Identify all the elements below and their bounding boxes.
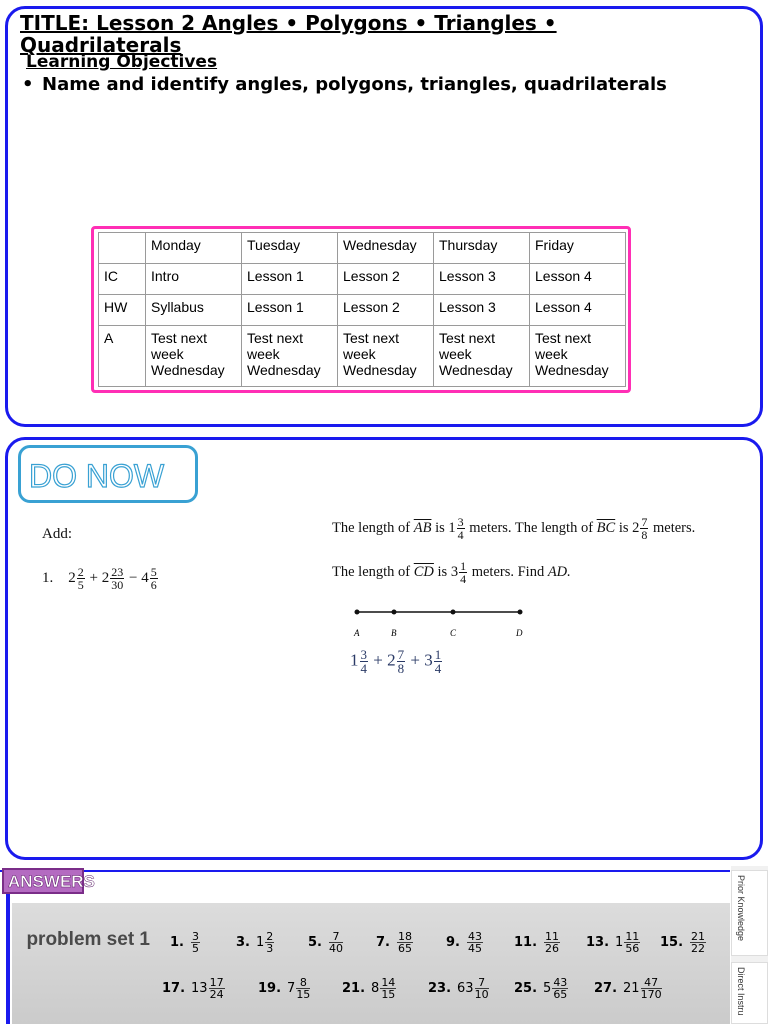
schedule-table — [98, 232, 626, 387]
answer-item — [162, 977, 226, 1000]
schedule-cell: Lesson 3 — [434, 295, 530, 326]
mixed-whole: 7 — [287, 981, 296, 996]
operator: − — [128, 569, 138, 586]
answer-number: 23. — [428, 981, 452, 996]
mixed-whole: 3 — [424, 650, 433, 670]
schedule-cell: Test next week Wednesday — [146, 326, 242, 387]
schedule-cell: Lesson 3 — [434, 264, 530, 295]
fraction: $\frac{18}{65}$ — [397, 930, 412, 955]
answer-item — [308, 931, 344, 954]
schedule-header-cell — [99, 233, 146, 264]
answer-number: 15. — [660, 935, 684, 950]
answer-number: 3. — [236, 935, 250, 950]
objective-text: Name and identify angles, polygons, triangles, quadrilaterals — [42, 74, 667, 95]
text: Find — [517, 563, 545, 580]
fraction: $\frac{7}{8}$ — [641, 515, 648, 542]
schedule-cell: Test next week Wednesday — [434, 326, 530, 387]
fraction: $\frac{3}{4}$ — [360, 647, 367, 676]
fraction: $\frac{21}{22}$ — [691, 930, 706, 955]
learning-objectives-heading: Learning Objectives — [26, 52, 218, 72]
schedule-row — [99, 264, 626, 295]
fraction: $\frac{47}{170}$ — [640, 976, 662, 1001]
fraction: $\frac{3}{4}$ — [457, 515, 464, 542]
tab-label: Direct Instru — [736, 967, 746, 1016]
mixed-whole: 2 — [387, 650, 396, 670]
answer-number: 5. — [308, 935, 322, 950]
point-d — [518, 610, 523, 615]
schedule-cell: Syllabus — [146, 295, 242, 326]
answers-label: ANSWERS — [8, 872, 95, 891]
segment-diagram — [352, 598, 532, 644]
answers-divider — [0, 870, 730, 872]
answer-number: 27. — [594, 981, 618, 996]
segment-ad: AD. — [547, 563, 571, 580]
lesson-title: TITLE: Lesson 2 Angles • Polygons • Triangles • Quadrilaterals — [20, 11, 557, 57]
mixed-whole: 63 — [457, 981, 474, 996]
fraction: $\frac{2}{5}$ — [77, 565, 84, 592]
schedule-header-cell: Wednesday — [338, 233, 434, 264]
mixed-whole: 13 — [191, 981, 208, 996]
answer-number: 7. — [376, 935, 390, 950]
text: The length of — [332, 563, 411, 580]
fraction: $\frac{11}{56}$ — [625, 930, 640, 955]
schedule-cell: Test next week Wednesday — [530, 326, 626, 387]
point-c — [451, 610, 456, 615]
schedule-header-cell: Monday — [146, 233, 242, 264]
point-label: C — [450, 628, 457, 638]
answer-number: 25. — [514, 981, 538, 996]
text: is — [618, 519, 629, 536]
text: The length of — [332, 519, 411, 536]
mixed-whole: 21 — [623, 981, 640, 996]
segment-problem-line-2 — [332, 560, 571, 585]
add-label: Add: — [42, 526, 72, 542]
segment-cd: $\overline{CD}$ — [413, 563, 434, 580]
schedule-cell: A — [99, 326, 146, 387]
text: meters. — [471, 563, 514, 580]
schedule-cell: Lesson 2 — [338, 295, 434, 326]
schedule-cell: Lesson 4 — [530, 295, 626, 326]
mixed-whole: 8 — [371, 981, 380, 996]
fraction: $\frac{1}{4}$ — [460, 559, 467, 586]
schedule-header-cell: Friday — [530, 233, 626, 264]
fraction: $\frac{43}{45}$ — [467, 930, 482, 955]
mixed-whole: 1 — [255, 935, 265, 950]
text: meters. — [469, 519, 512, 536]
operator: + — [373, 650, 383, 670]
mixed-whole: 4 — [141, 569, 149, 586]
answer-item — [586, 931, 641, 954]
schedule-cell: Lesson 1 — [242, 295, 338, 326]
answer-number: 1. — [170, 935, 184, 950]
mixed-whole: 5 — [543, 981, 552, 996]
mixed-whole: 1 — [615, 935, 624, 950]
problem-set-label: problem set 1 — [26, 929, 150, 950]
answer-number: 19. — [258, 981, 282, 996]
fraction: $\frac{17}{24}$ — [209, 976, 224, 1001]
answer-item — [342, 977, 397, 1000]
point-label: A — [354, 628, 360, 638]
fraction: $\frac{14}{15}$ — [381, 976, 396, 1001]
answers-badge — [2, 868, 95, 894]
segment-ab: $\overline{AB}$ — [413, 519, 432, 536]
fraction: $\frac{8}{15}$ — [296, 976, 311, 1001]
text: The length of — [514, 519, 594, 536]
schedule-cell: Lesson 4 — [530, 264, 626, 295]
schedule-cell: Lesson 1 — [242, 264, 338, 295]
problem-1 — [42, 566, 159, 591]
operator: + — [410, 650, 420, 670]
do-now-badge — [18, 445, 198, 503]
segment-bc: $\overline{BC}$ — [596, 519, 616, 536]
schedule-cell: IC — [99, 264, 146, 295]
point-label: D — [516, 628, 523, 638]
tab-prior-knowledge[interactable] — [731, 870, 768, 956]
fraction: $\frac{11}{26}$ — [545, 930, 560, 955]
schedule-cell: Intro — [146, 264, 242, 295]
point-a — [355, 610, 360, 615]
text: is — [435, 519, 445, 536]
fraction: $\frac{3}{5}$ — [191, 930, 199, 955]
fraction: $\frac{23}{30}$ — [111, 565, 124, 592]
answer-item — [236, 931, 275, 954]
schedule-header-cell: Thursday — [434, 233, 530, 264]
schedule-cell: Test next week Wednesday — [242, 326, 338, 387]
operator: + — [89, 569, 98, 586]
segment-problem-line-1 — [332, 516, 695, 541]
tab-direct-instruction[interactable] — [731, 962, 768, 1024]
tab-label: Prior Knowledge — [736, 875, 746, 942]
answer-item — [428, 977, 490, 1000]
fraction: $\frac{5}{6}$ — [150, 565, 157, 592]
schedule-cell: Test next week Wednesday — [338, 326, 434, 387]
schedule-header-row — [99, 233, 626, 264]
schedule-row — [99, 326, 626, 387]
schedule-cell: HW — [99, 295, 146, 326]
mixed-whole: 1 — [448, 519, 456, 536]
mixed-whole: 2 — [68, 569, 76, 586]
answer-number: 11. — [514, 935, 538, 950]
schedule-header-cell: Tuesday — [242, 233, 338, 264]
fraction: $\frac{43}{65}$ — [553, 976, 568, 1001]
answer-item — [514, 931, 561, 954]
answers-photo — [12, 903, 730, 1024]
fraction: $\frac{7}{40}$ — [328, 930, 343, 955]
mixed-whole: 2 — [101, 569, 110, 586]
fraction: $\frac{2}{3}$ — [266, 930, 274, 955]
answer-number: 13. — [586, 935, 610, 950]
bullet-icon: • — [22, 74, 34, 95]
answer-item — [594, 977, 663, 1000]
point-b — [392, 610, 397, 615]
mixed-whole: 1 — [350, 650, 359, 670]
fraction: $\frac{7}{10}$ — [474, 976, 489, 1001]
objective-item — [22, 74, 667, 95]
do-now-label: DO NOW — [29, 458, 165, 494]
answer-number: 21. — [342, 981, 366, 996]
fraction: $\frac{1}{4}$ — [434, 647, 442, 676]
answers-left-border — [6, 894, 10, 1024]
mixed-whole: 3 — [450, 563, 459, 580]
answer-item — [258, 977, 311, 1000]
text: is — [437, 563, 448, 580]
answer-item — [660, 931, 707, 954]
fraction: $\frac{7}{8}$ — [397, 647, 405, 676]
handwritten-expression — [350, 648, 443, 675]
mixed-whole: 2 — [632, 519, 640, 536]
schedule-cell: Lesson 2 — [338, 264, 434, 295]
problem-number: 1. — [42, 569, 54, 586]
answer-item — [514, 977, 569, 1000]
answer-item — [170, 931, 201, 954]
answer-item — [376, 931, 414, 954]
answer-item — [446, 931, 484, 954]
answer-number: 9. — [446, 935, 460, 950]
text: meters. — [653, 519, 696, 536]
side-tabs — [731, 866, 768, 1024]
schedule-row — [99, 295, 626, 326]
point-label: B — [391, 628, 397, 638]
answer-number: 17. — [162, 981, 186, 996]
